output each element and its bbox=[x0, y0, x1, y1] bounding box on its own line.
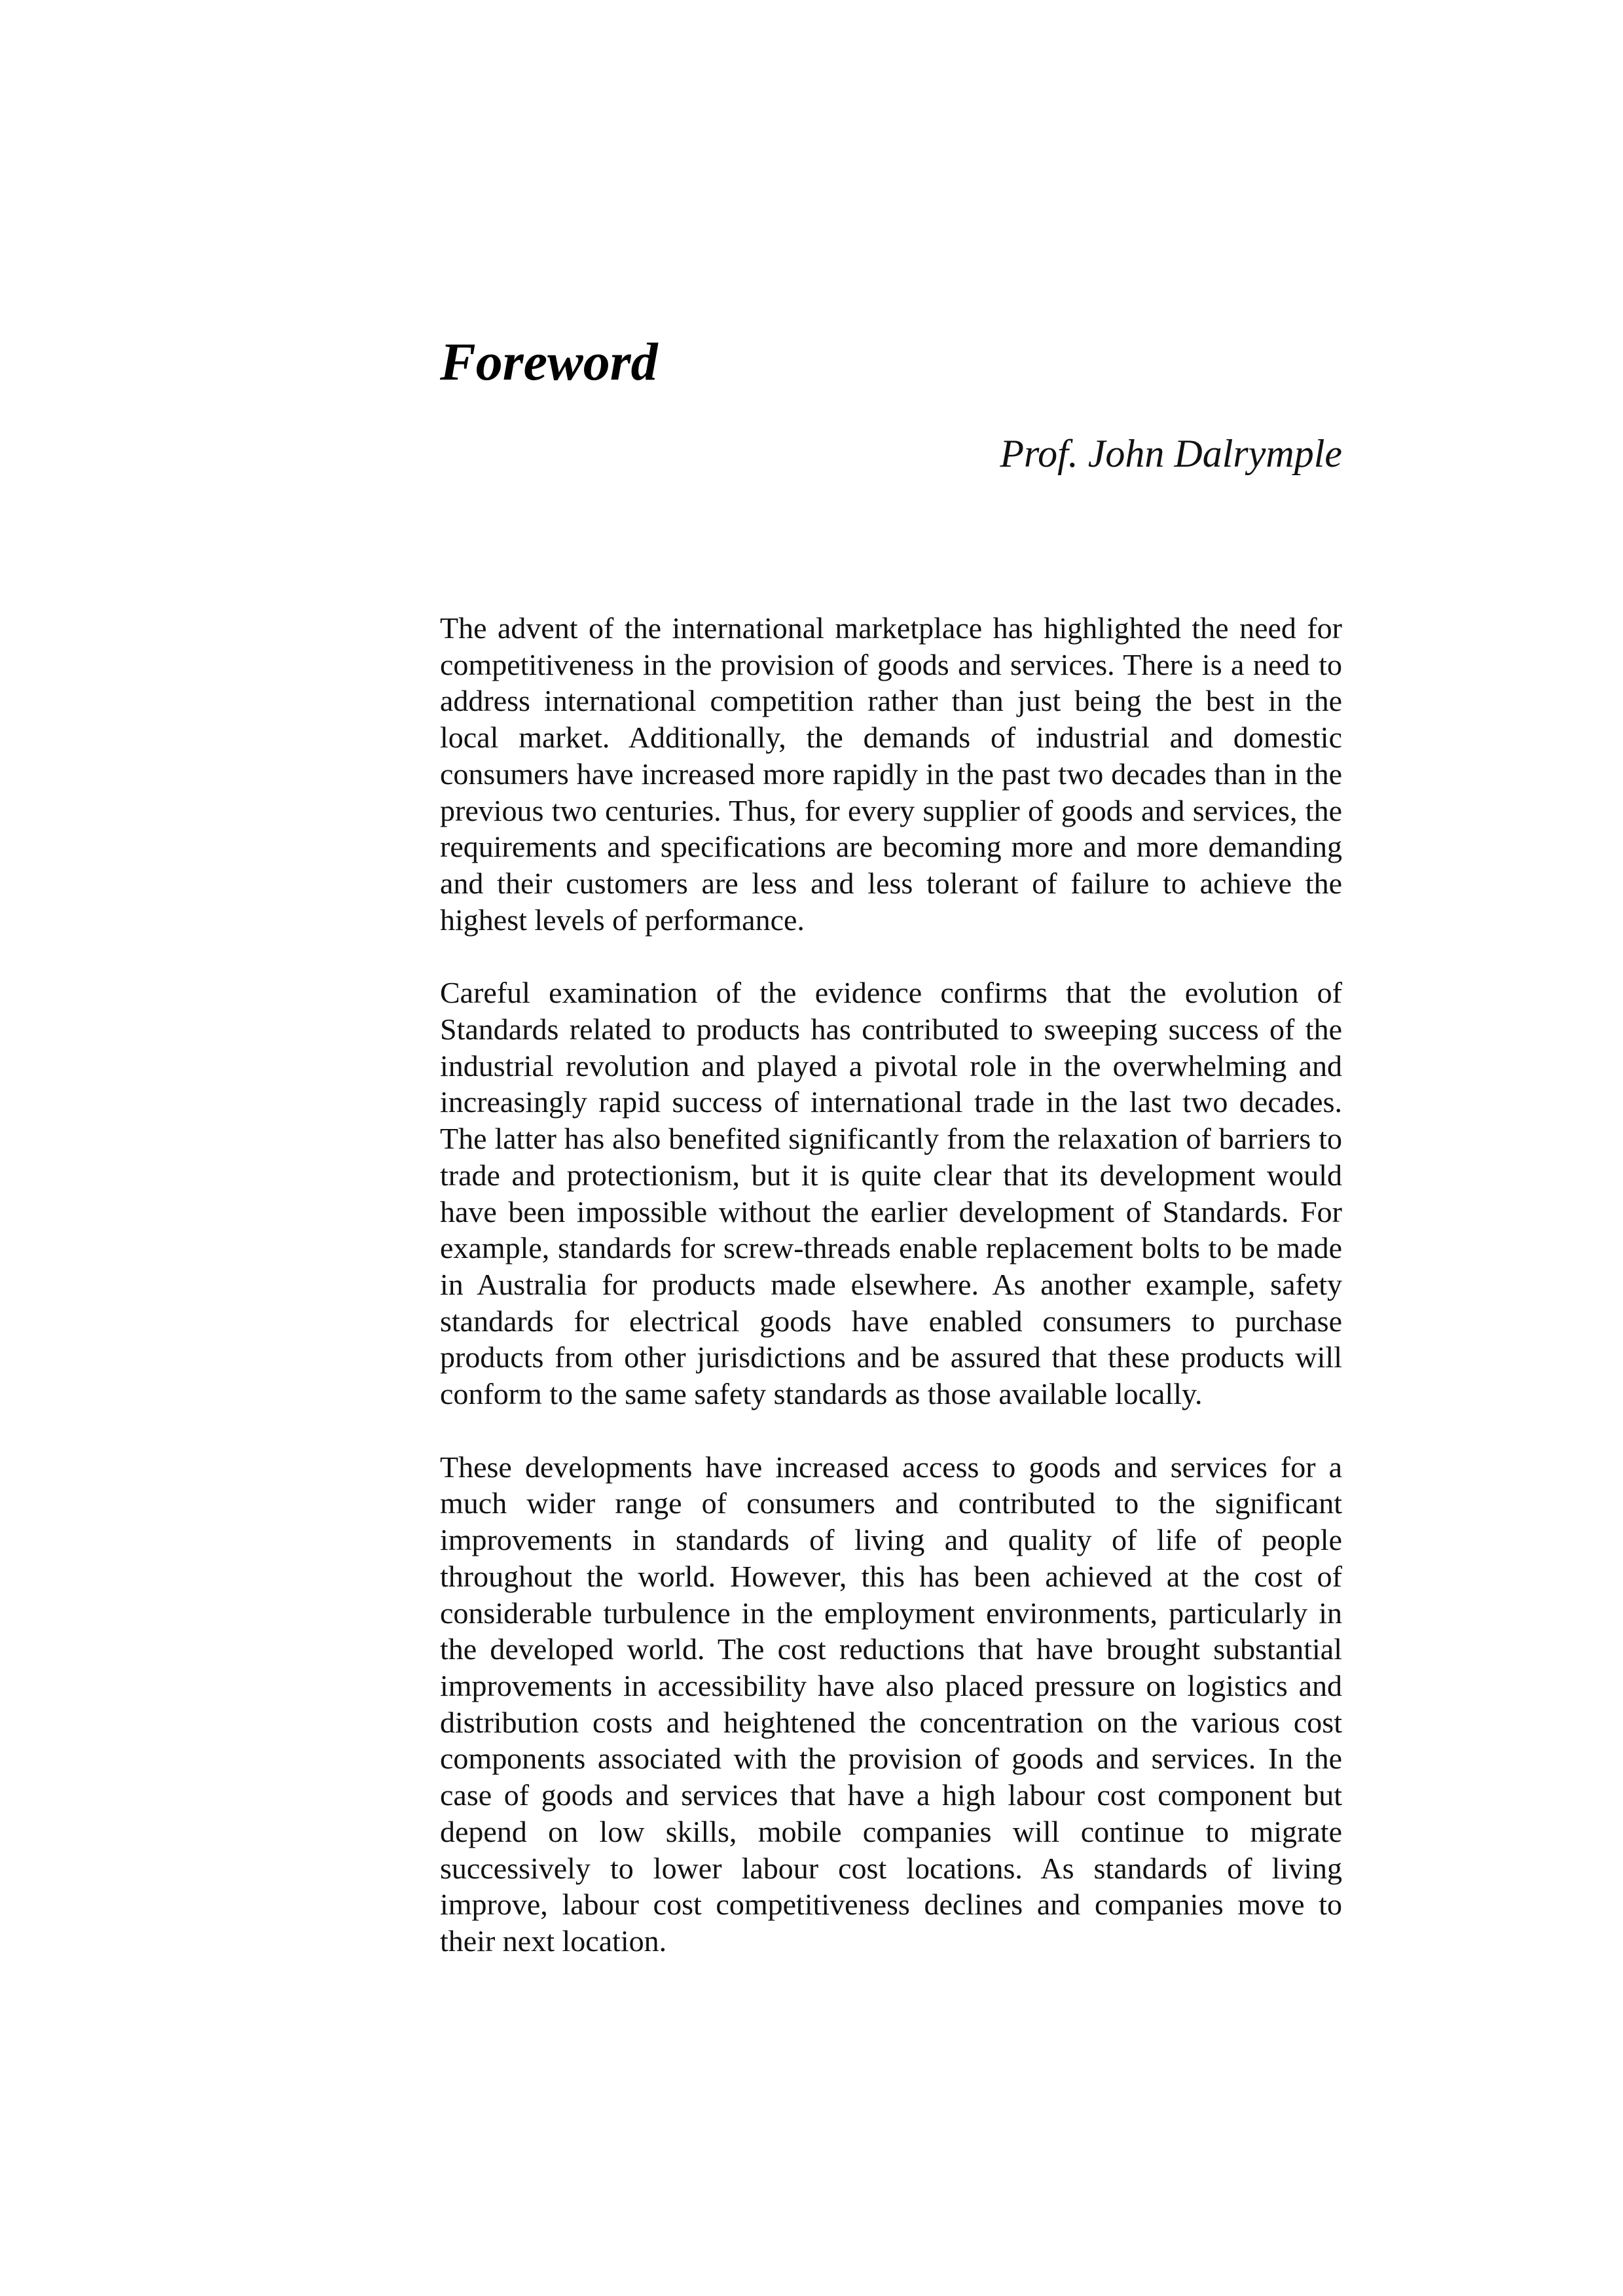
paragraph-1: The advent of the international marketplace has highlighted the need for competitiveness in the provision of goods and services. There is a need to address international competition rather than just being the best in the local market. Additionally, the demands of industrial and domestic consumers have increased more rapidly in the past two decades than in the previous two centuries. Thus, for every supplier of goods and services, the requirements and specifications are becoming more and more demanding and their customers are less and less tolerant of failure to achieve the highest levels of performance. bbox=[440, 611, 1342, 937]
page-title: Foreword bbox=[440, 332, 658, 391]
author-name: Prof. John Dalrymple bbox=[1000, 432, 1342, 475]
paragraph-3: These developments have increased access to goods and services for a much wider range of consumers and contributed to the significant improvements in standards of living and quality of life of people throughout the world. However, this has been achieved at the cost of considerable turbulence in the employment environments, particularly in the developed world. The cost reductions that have brought substantial improvements in accessibility have also placed pressure on logistics and distribution costs and heightened the concentration on the various cost components associated with the provision of goods and services. In the case of goods and services that have a high labour cost component but depend on low skills, mobile companies will continue to migrate successively to lower labour cost locations. As standards of living improve, labour cost competitiveness declines and companies move to their next location. bbox=[440, 1450, 1342, 1958]
paragraph-2: Careful examination of the evidence confirms that the evolution of Standards related to products has contributed to sweeping success of the industrial revolution and played a pivotal role in the overwhelming and increasingly rapid success of international trade in the last two decades. The latter has also benefited significantly from the relaxation of barriers to trade and protectionism, but it is quite clear that its development would have been impossible without the earlier development of Standards. For example, standards for screw-threads enable replacement bolts to be made in Australia for products made elsewhere. As another example, safety standards for electrical goods have enabled consumers to purchase products from other jurisdictions and be assured that these products will conform to the same safety standards as those available locally. bbox=[440, 976, 1342, 1411]
body-text bbox=[440, 610, 1342, 1996]
